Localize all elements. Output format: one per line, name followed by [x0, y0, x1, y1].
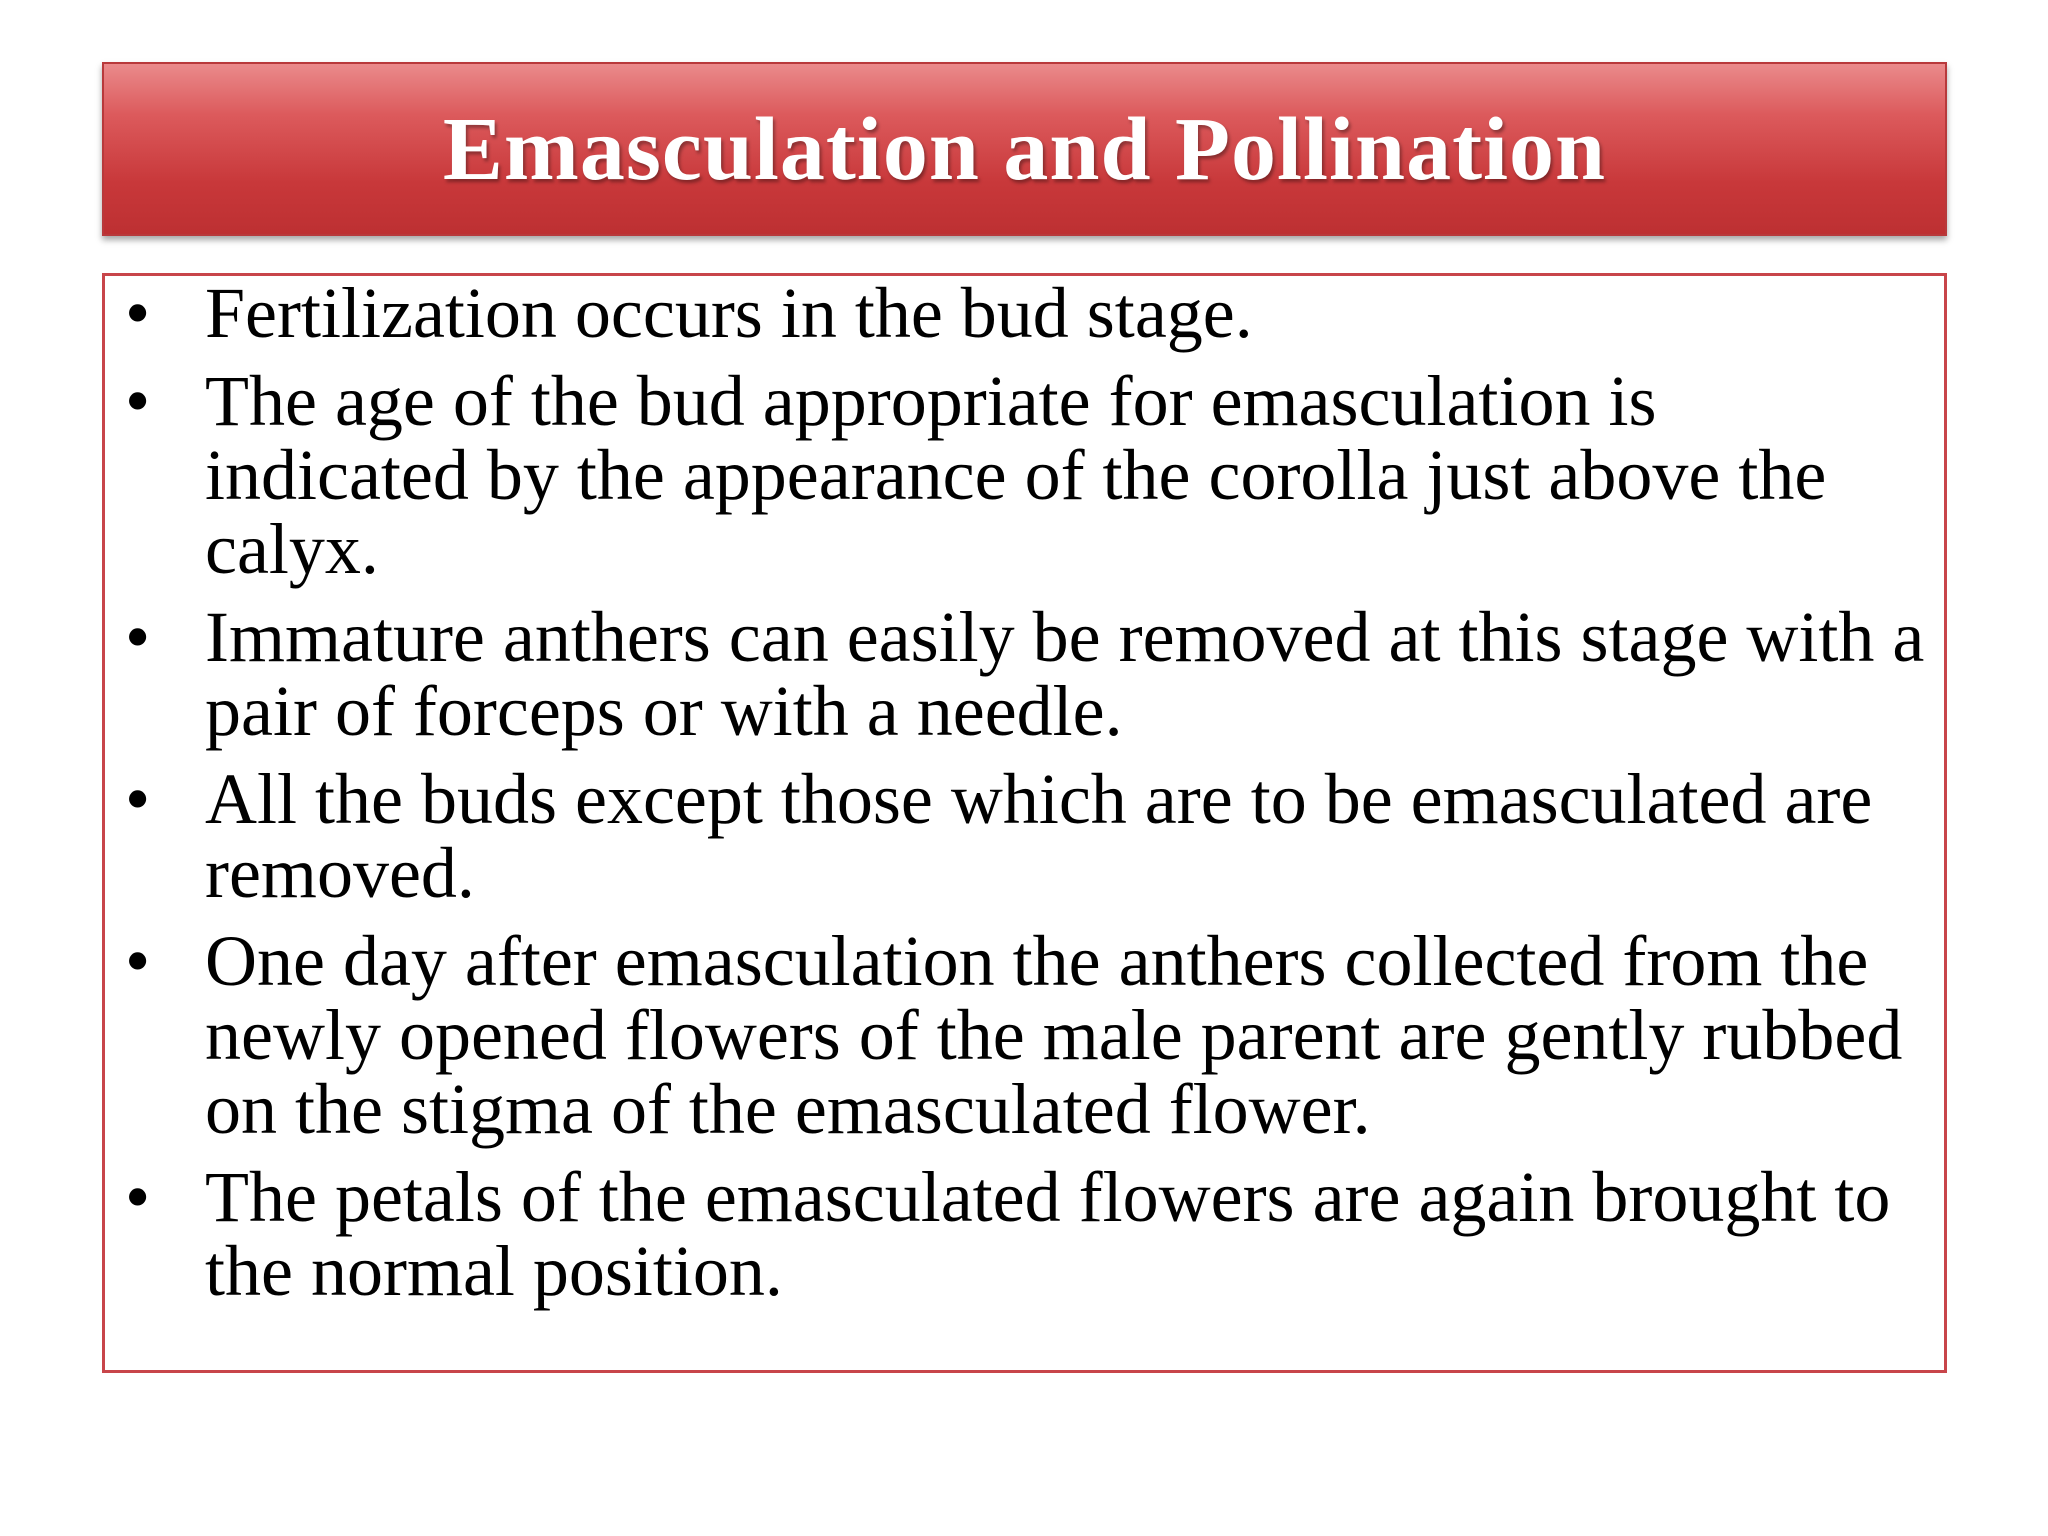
bullet-text: All the buds except those which are to be emasculated are removed. [205, 759, 1873, 913]
bullet-text: Fertilization occurs in the bud stage. [205, 273, 1253, 353]
bullet-icon: • [125, 597, 151, 677]
slide-title: Emasculation and Pollination [442, 99, 1607, 199]
bullet-icon: • [125, 921, 151, 1001]
bullet-icon: • [125, 1157, 151, 1237]
bullet-icon: • [125, 273, 151, 353]
bullet-item [125, 1157, 1925, 1311]
bullet-text: The petals of the emasculated flowers are again brought to the normal position. [205, 1157, 1891, 1311]
bullet-item [125, 361, 1925, 589]
bullet-text: The age of the bud appropriate for emasculation is indicated by the appearance of the corolla just above the calyx. [205, 361, 1827, 589]
bullet-text: One day after emasculation the anthers collected from the newly opened flowers of the male parent are gently rubbed on the stigma of the emasculated flower. [205, 921, 1903, 1149]
bullet-list [125, 273, 1925, 1322]
bullet-text: Immature anthers can easily be removed at this stage with a pair of forceps or with a needle. [205, 597, 1925, 751]
bullet-item [125, 921, 1925, 1149]
content-box [102, 273, 1947, 1373]
title-bar [102, 62, 1947, 236]
bullet-item [125, 597, 1925, 751]
bullet-icon: • [125, 361, 151, 441]
bullet-item [125, 273, 1925, 353]
bullet-item [125, 759, 1925, 913]
bullet-icon: • [125, 759, 151, 839]
